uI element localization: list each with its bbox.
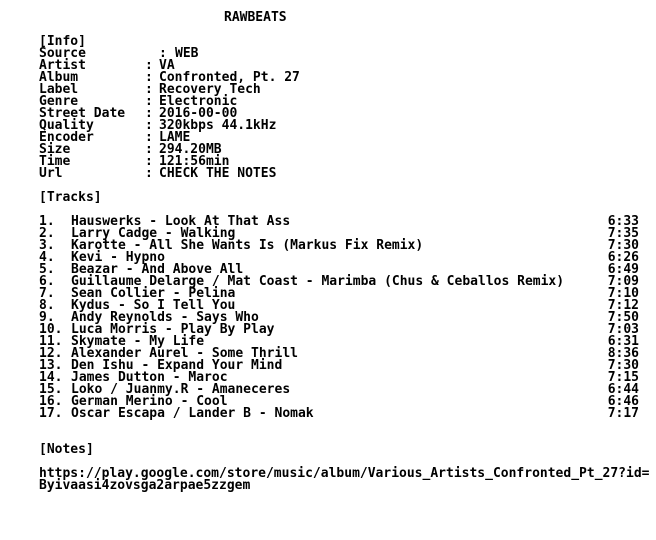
info-separator: :: [145, 166, 161, 181]
info-label: Album: [39, 70, 79, 85]
track-number: 6.: [39, 274, 55, 289]
track-number: 15.: [39, 382, 63, 397]
info-header: [Info]: [39, 34, 86, 49]
track-duration: 7:30: [607, 238, 639, 253]
track-duration: 6:33: [607, 214, 639, 229]
track-title: Skymate - My Life: [71, 334, 205, 349]
track-duration: 7:09: [607, 274, 639, 289]
info-label: Genre: [39, 94, 79, 109]
track-duration: 6:46: [607, 394, 639, 409]
info-label: Quality: [39, 118, 94, 133]
track-duration: 7:35: [607, 226, 639, 241]
track-title: Luca Morris - Play By Play: [71, 322, 275, 337]
track-number: 11.: [39, 334, 63, 349]
info-separator: :: [145, 106, 161, 121]
info-separator: :: [145, 142, 161, 157]
info-label: Label: [39, 82, 79, 97]
info-label: Source: [39, 46, 86, 61]
info-value: 294.20MB: [159, 142, 222, 157]
track-title: Larry Cadge - Walking: [71, 226, 236, 241]
track-number: 9.: [39, 310, 55, 325]
track-number: 13.: [39, 358, 63, 373]
info-value: CHECK THE NOTES: [159, 166, 277, 181]
track-number: 2.: [39, 226, 55, 241]
track-duration: 7:17: [607, 406, 639, 421]
track-title: Kevi - Hypno: [71, 250, 165, 265]
info-value: 2016-00-00: [159, 106, 238, 121]
track-duration: 8:36: [607, 346, 639, 361]
track-number: 14.: [39, 370, 63, 385]
track-title: Kydus - So I Tell You: [71, 298, 236, 313]
track-duration: 6:44: [607, 382, 639, 397]
info-value: Recovery Tech: [159, 82, 261, 97]
track-number: 16.: [39, 394, 63, 409]
info-label: Size: [39, 142, 71, 157]
info-label: Artist: [39, 58, 86, 73]
track-duration: 7:10: [607, 286, 639, 301]
info-separator: :: [145, 94, 161, 109]
info-value: Electronic: [159, 94, 238, 109]
info-separator: :: [145, 58, 161, 73]
info-separator: :: [145, 154, 161, 169]
track-title: Andy Reynolds - Says Who: [71, 310, 259, 325]
info-separator: :: [145, 70, 161, 85]
track-title: Sean Collier - Pelina: [71, 286, 236, 301]
info-label: Time: [39, 154, 71, 169]
tracks-header: [Tracks]: [39, 190, 102, 205]
track-duration: 6:26: [607, 250, 639, 265]
track-number: 17.: [39, 406, 63, 421]
info-value: WEB: [175, 46, 199, 61]
track-number: 8.: [39, 298, 55, 313]
notes-header: [Notes]: [39, 442, 94, 457]
track-duration: 7:03: [607, 322, 639, 337]
track-title: Oscar Escapa / Lander B - Nomak: [71, 406, 314, 421]
track-title: Beazar - And Above All: [71, 262, 244, 277]
track-duration: 6:31: [607, 334, 639, 349]
info-separator: :: [145, 130, 161, 145]
page-title: RAWBEATS: [224, 10, 287, 25]
track-title: Alexander Aurel - Some Thrill: [71, 346, 298, 361]
track-duration: 7:12: [607, 298, 639, 313]
track-number: 10.: [39, 322, 63, 337]
info-value: 121:56min: [159, 154, 230, 169]
track-title: German Merino - Cool: [71, 394, 228, 409]
track-number: 1.: [39, 214, 55, 229]
info-separator: :: [159, 46, 175, 61]
track-number: 12.: [39, 346, 63, 361]
track-title: Loko / Juanmy.R - Amaneceres: [71, 382, 291, 397]
info-value: LAME: [159, 130, 191, 145]
track-duration: 7:30: [607, 358, 639, 373]
track-title: James Dutton - Maroc: [71, 370, 228, 385]
info-separator: :: [145, 82, 161, 97]
track-title: Guillaume Delarge / Mat Coast - Marimba (Chus & Ceballos Remix): [71, 274, 565, 289]
info-value: VA: [159, 58, 175, 73]
info-value: Confronted, Pt. 27: [159, 70, 300, 85]
track-title: Den Ishu - Expand Your Mind: [71, 358, 283, 373]
track-duration: 6:49: [607, 262, 639, 277]
info-label: Street Date: [39, 106, 126, 121]
track-title: Hauswerks - Look At That Ass: [71, 214, 291, 229]
track-duration: 7:50: [607, 310, 639, 325]
track-number: 4.: [39, 250, 55, 265]
track-number: 3.: [39, 238, 55, 253]
track-duration: 7:15: [607, 370, 639, 385]
track-title: Karotte - All She Wants Is (Markus Fix Remix): [71, 238, 424, 253]
info-value: 320kbps 44.1kHz: [159, 118, 277, 133]
notes-url[interactable]: https://play.google.com/store/music/album/Various_Artists_Confronted_Pt_27?id=Byivaasi4zovsga2arpae5zzgem: [39, 466, 650, 493]
info-label: Encoder: [39, 130, 94, 145]
track-number: 7.: [39, 286, 55, 301]
info-label: Url: [39, 166, 63, 181]
track-number: 5.: [39, 262, 55, 277]
info-separator: :: [145, 118, 161, 133]
